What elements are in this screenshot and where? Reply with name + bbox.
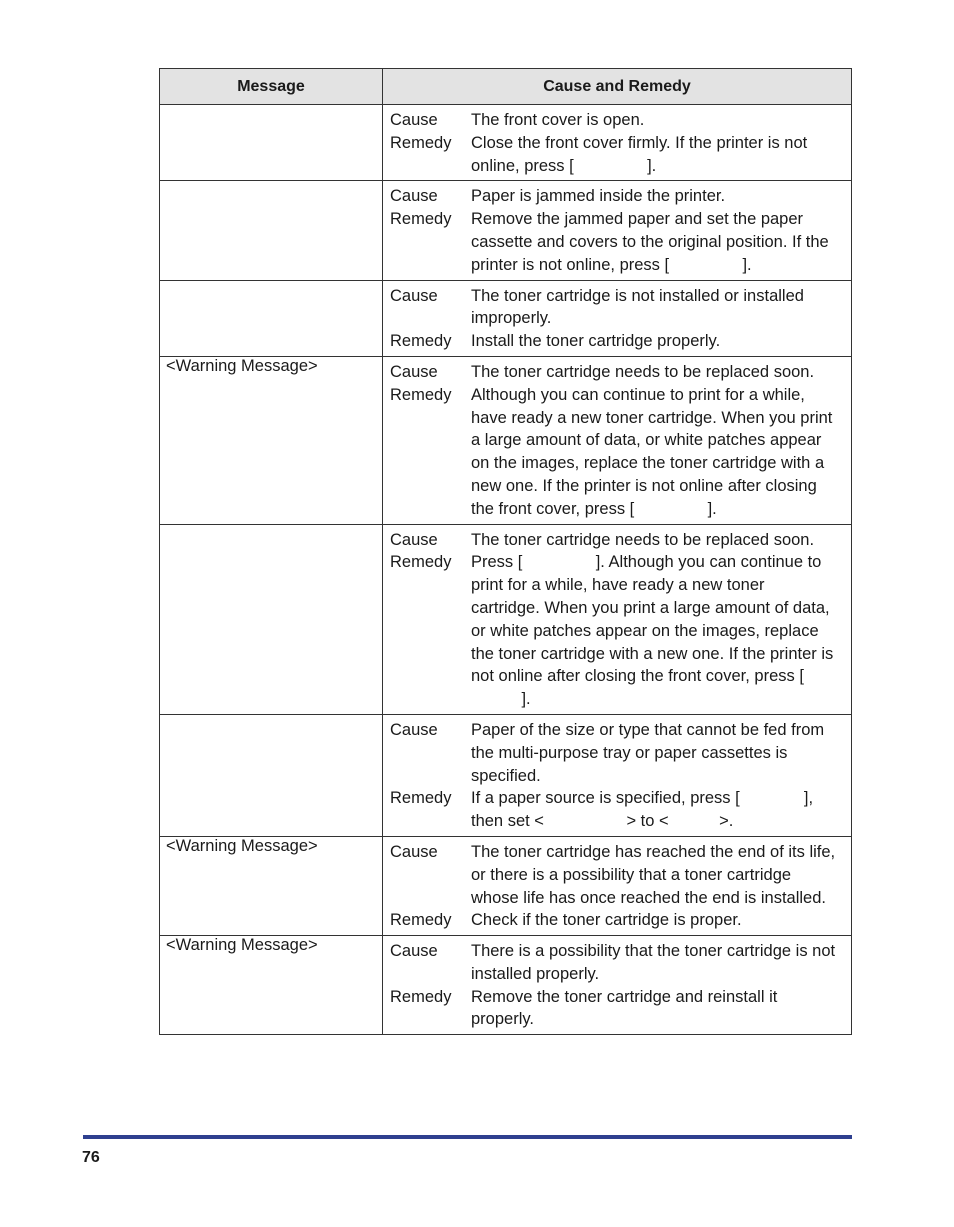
table-body bbox=[160, 105, 852, 1035]
line-label: Remedy bbox=[390, 789, 452, 808]
line-text: installed properly. bbox=[471, 964, 600, 983]
line-text: Close the front cover firmly. If the printer is not bbox=[471, 133, 808, 152]
cause-remedy-line bbox=[390, 361, 843, 384]
line-label: Cause bbox=[390, 111, 438, 129]
line-label: Cause bbox=[390, 842, 438, 861]
line-label: Cause bbox=[390, 720, 438, 739]
message-cell bbox=[160, 524, 383, 714]
line-text: Check if the toner cartridge is proper. bbox=[471, 911, 742, 930]
cause-remedy-line bbox=[390, 551, 843, 574]
line-text: The toner cartridge is not installed or installed bbox=[471, 286, 804, 305]
line-label bbox=[390, 407, 471, 430]
line-label bbox=[390, 429, 471, 452]
line-label bbox=[390, 498, 471, 521]
cause-remedy-cell bbox=[383, 356, 852, 524]
line-text: If a paper source is specified, press [ ], bbox=[471, 789, 814, 808]
message-cell bbox=[160, 714, 383, 836]
cause-remedy-cell bbox=[383, 836, 852, 935]
line-label bbox=[390, 231, 471, 254]
cause-remedy-line bbox=[390, 132, 843, 155]
line-label bbox=[390, 810, 471, 833]
line-label bbox=[390, 963, 471, 986]
line-label: Cause bbox=[390, 362, 438, 381]
line-text: the multi-purpose tray or paper cassettes is bbox=[471, 743, 788, 762]
cause-remedy-cell bbox=[383, 105, 852, 181]
line-label: Remedy bbox=[390, 210, 452, 229]
line-label: Remedy bbox=[390, 133, 452, 152]
cause-remedy-line bbox=[390, 688, 843, 711]
line-text: new one. If the printer is not online after closing bbox=[471, 476, 817, 495]
line-text: print for a while, have ready a new toner bbox=[471, 576, 765, 595]
message-cell bbox=[160, 181, 383, 280]
line-label bbox=[390, 620, 471, 643]
cause-remedy-cell bbox=[383, 936, 852, 1035]
line-text: Paper of the size or type that cannot be fed from bbox=[471, 720, 825, 739]
line-text: improperly. bbox=[471, 309, 552, 328]
cause-remedy-line bbox=[390, 787, 843, 810]
line-text: The toner cartridge needs to be replaced soon. bbox=[471, 362, 815, 381]
line-label bbox=[390, 887, 471, 910]
cause-remedy-line bbox=[390, 963, 843, 986]
message-table bbox=[159, 68, 852, 1035]
line-label: Remedy bbox=[390, 553, 452, 572]
table-row bbox=[160, 181, 852, 280]
line-label bbox=[390, 475, 471, 498]
cause-remedy-line bbox=[390, 810, 843, 833]
line-text: properly. bbox=[471, 1010, 534, 1029]
line-label bbox=[390, 665, 471, 688]
line-text: or there is a possibility that a toner cartridge bbox=[471, 865, 792, 884]
line-label bbox=[390, 452, 471, 475]
line-label: Remedy bbox=[390, 911, 452, 930]
cause-remedy-line bbox=[390, 109, 843, 132]
line-text: or white patches appear on the images, replace bbox=[471, 621, 819, 640]
message-cell bbox=[160, 105, 383, 181]
line-label bbox=[390, 643, 471, 666]
line-text: There is a possibility that the toner cartridge is not bbox=[471, 942, 836, 961]
cause-remedy-cell bbox=[383, 714, 852, 836]
footer-rule bbox=[83, 1135, 852, 1139]
cause-remedy-line bbox=[390, 597, 843, 620]
cause-remedy-cell bbox=[383, 524, 852, 714]
cause-remedy-cell bbox=[383, 280, 852, 356]
line-text: online, press [ ]. bbox=[471, 156, 657, 175]
line-text: ]. bbox=[471, 690, 531, 709]
line-label bbox=[390, 307, 471, 330]
line-label: Remedy bbox=[390, 385, 452, 404]
line-text: The toner cartridge needs to be replaced soon. bbox=[471, 530, 815, 549]
line-text: have ready a new toner cartridge. When you print bbox=[471, 408, 833, 427]
cause-remedy-line bbox=[390, 254, 843, 277]
line-label bbox=[390, 155, 471, 178]
line-text: not online after closing the front cover, press [ bbox=[471, 667, 804, 686]
cause-remedy-line bbox=[390, 864, 843, 887]
line-label: Remedy bbox=[390, 332, 452, 351]
cause-remedy-line bbox=[390, 1008, 843, 1031]
line-text: printer is not online, press [ ]. bbox=[471, 255, 752, 274]
line-label bbox=[390, 254, 471, 277]
cause-remedy-line bbox=[390, 986, 843, 1009]
line-text: the toner cartridge with a new one. If the printer is bbox=[471, 644, 834, 663]
line-label: Cause bbox=[390, 286, 438, 305]
line-label: Cause bbox=[390, 187, 438, 206]
cause-remedy-line bbox=[390, 452, 843, 475]
line-text: cassette and covers to the original position. If the bbox=[471, 232, 829, 251]
cause-remedy-line bbox=[390, 529, 843, 552]
line-text: Remove the toner cartridge and reinstall it bbox=[471, 987, 778, 1006]
line-label bbox=[390, 742, 471, 765]
line-label bbox=[390, 688, 471, 711]
cause-remedy-line bbox=[390, 285, 843, 308]
line-text: then set < > to < >. bbox=[471, 812, 734, 831]
line-text: specified. bbox=[471, 766, 541, 785]
cause-remedy-line bbox=[390, 475, 843, 498]
table-row bbox=[160, 105, 852, 181]
cause-remedy-line bbox=[390, 208, 843, 231]
table-row bbox=[160, 356, 852, 524]
table-row bbox=[160, 936, 852, 1035]
line-label bbox=[390, 597, 471, 620]
cause-remedy-line bbox=[390, 643, 843, 666]
cause-remedy-line bbox=[390, 909, 843, 932]
line-text: Install the toner cartridge properly. bbox=[471, 332, 721, 351]
page-number: 76 bbox=[82, 1149, 100, 1166]
line-label: Cause bbox=[390, 530, 438, 549]
cause-remedy-line bbox=[390, 307, 843, 330]
cause-remedy-line bbox=[390, 384, 843, 407]
line-label bbox=[390, 1008, 471, 1031]
cause-remedy-line bbox=[390, 940, 843, 963]
cause-remedy-line bbox=[390, 742, 843, 765]
line-text: on the images, replace the toner cartridge with a bbox=[471, 454, 825, 473]
table-row bbox=[160, 836, 852, 935]
cause-remedy-line bbox=[390, 841, 843, 864]
header-cause-remedy: Cause and Remedy bbox=[383, 69, 852, 105]
line-text: The front cover is open. bbox=[471, 111, 645, 129]
table-header-row bbox=[160, 69, 852, 105]
line-text: cartridge. When you print a large amount of data, bbox=[471, 598, 830, 617]
line-label bbox=[390, 574, 471, 597]
cause-remedy-line bbox=[390, 429, 843, 452]
table-row bbox=[160, 524, 852, 714]
line-text: Although you can continue to print for a while, bbox=[471, 385, 805, 404]
line-text: the front cover, press [ ]. bbox=[471, 499, 717, 518]
table-row bbox=[160, 280, 852, 356]
line-label: Remedy bbox=[390, 987, 452, 1006]
line-label: Cause bbox=[390, 942, 438, 961]
line-text: a large amount of data, or white patches appear bbox=[471, 431, 822, 450]
line-label bbox=[390, 765, 471, 788]
cause-remedy-line bbox=[390, 330, 843, 353]
cause-remedy-line bbox=[390, 765, 843, 788]
table-row bbox=[160, 714, 852, 836]
cause-remedy-line bbox=[390, 665, 843, 688]
line-text: Paper is jammed inside the printer. bbox=[471, 187, 726, 206]
header-message: Message bbox=[160, 69, 383, 105]
cause-remedy-line bbox=[390, 231, 843, 254]
cause-remedy-line bbox=[390, 185, 843, 208]
cause-remedy-line bbox=[390, 574, 843, 597]
line-label bbox=[390, 864, 471, 887]
line-text: The toner cartridge has reached the end of its life, bbox=[471, 842, 836, 861]
cause-remedy-line bbox=[390, 887, 843, 910]
line-text: Remove the jammed paper and set the paper bbox=[471, 210, 804, 229]
line-text: whose life has once reached the end is installed. bbox=[471, 888, 826, 907]
cause-remedy-line bbox=[390, 407, 843, 430]
cause-remedy-line bbox=[390, 620, 843, 643]
cause-remedy-line bbox=[390, 498, 843, 521]
line-text: Press [ ]. Although you can continue to bbox=[471, 553, 822, 572]
message-cell: <Warning Message> bbox=[160, 836, 383, 935]
cause-remedy-cell bbox=[383, 181, 852, 280]
cause-remedy-line bbox=[390, 719, 843, 742]
cause-remedy-line bbox=[390, 155, 843, 178]
message-cell: <Warning Message> bbox=[160, 356, 383, 524]
message-cell: <Warning Message> bbox=[160, 936, 383, 1035]
message-cell bbox=[160, 280, 383, 356]
